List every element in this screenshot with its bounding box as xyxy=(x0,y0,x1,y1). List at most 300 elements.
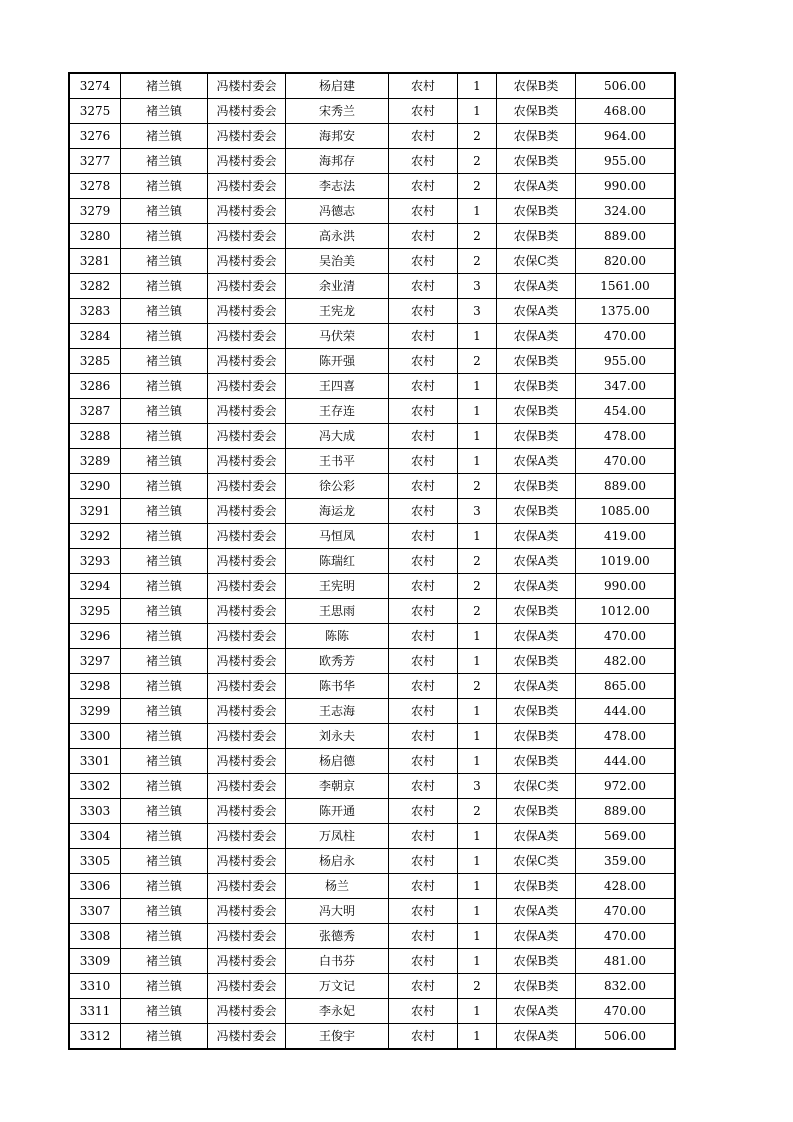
household-type-cell: 农村 xyxy=(389,824,458,849)
town-cell: 褚兰镇 xyxy=(121,774,208,799)
town-cell: 褚兰镇 xyxy=(121,199,208,224)
household-size-cell: 1 xyxy=(458,524,497,549)
town-cell: 褚兰镇 xyxy=(121,624,208,649)
household-size-cell: 1 xyxy=(458,824,497,849)
person-name-cell: 陈陈 xyxy=(286,624,389,649)
person-name-cell: 余业清 xyxy=(286,274,389,299)
table-row xyxy=(69,699,675,724)
insurance-category-cell: 农保B类 xyxy=(497,724,576,749)
amount-cell: 470.00 xyxy=(576,324,676,349)
household-type-cell: 农村 xyxy=(389,774,458,799)
row-number-cell: 3289 xyxy=(69,449,121,474)
insurance-category-cell: 农保B类 xyxy=(497,499,576,524)
amount-cell: 1012.00 xyxy=(576,599,676,624)
table-row xyxy=(69,949,675,974)
household-type-cell: 农村 xyxy=(389,949,458,974)
insurance-category-cell: 农保B类 xyxy=(497,599,576,624)
insurance-category-cell: 农保A类 xyxy=(497,524,576,549)
table-row xyxy=(69,324,675,349)
amount-cell: 964.00 xyxy=(576,124,676,149)
household-size-cell: 1 xyxy=(458,649,497,674)
household-type-cell: 农村 xyxy=(389,124,458,149)
household-type-cell: 农村 xyxy=(389,624,458,649)
town-cell: 褚兰镇 xyxy=(121,399,208,424)
amount-cell: 428.00 xyxy=(576,874,676,899)
household-size-cell: 3 xyxy=(458,299,497,324)
amount-cell: 820.00 xyxy=(576,249,676,274)
insurance-category-cell: 农保C类 xyxy=(497,249,576,274)
household-size-cell: 2 xyxy=(458,974,497,999)
household-size-cell: 2 xyxy=(458,474,497,499)
household-size-cell: 2 xyxy=(458,149,497,174)
table-row xyxy=(69,674,675,699)
amount-cell: 478.00 xyxy=(576,724,676,749)
person-name-cell: 杨兰 xyxy=(286,874,389,899)
person-name-cell: 王志海 xyxy=(286,699,389,724)
town-cell: 褚兰镇 xyxy=(121,649,208,674)
insurance-category-cell: 农保B类 xyxy=(497,699,576,724)
insurance-category-cell: 农保A类 xyxy=(497,574,576,599)
insurance-category-cell: 农保B类 xyxy=(497,149,576,174)
person-name-cell: 海运龙 xyxy=(286,499,389,524)
person-name-cell: 冯大成 xyxy=(286,424,389,449)
person-name-cell: 王四喜 xyxy=(286,374,389,399)
amount-cell: 347.00 xyxy=(576,374,676,399)
town-cell: 褚兰镇 xyxy=(121,374,208,399)
person-name-cell: 李志法 xyxy=(286,174,389,199)
row-number-cell: 3281 xyxy=(69,249,121,274)
insurance-category-cell: 农保B类 xyxy=(497,349,576,374)
household-size-cell: 1 xyxy=(458,449,497,474)
insurance-category-cell: 农保A类 xyxy=(497,824,576,849)
person-name-cell: 李永妃 xyxy=(286,999,389,1024)
row-number-cell: 3303 xyxy=(69,799,121,824)
village-committee-cell: 冯楼村委会 xyxy=(208,574,286,599)
amount-cell: 972.00 xyxy=(576,774,676,799)
town-cell: 褚兰镇 xyxy=(121,874,208,899)
village-committee-cell: 冯楼村委会 xyxy=(208,399,286,424)
table-body xyxy=(69,73,675,1049)
village-committee-cell: 冯楼村委会 xyxy=(208,949,286,974)
household-size-cell: 2 xyxy=(458,599,497,624)
village-committee-cell: 冯楼村委会 xyxy=(208,99,286,124)
household-size-cell: 2 xyxy=(458,549,497,574)
household-size-cell: 3 xyxy=(458,774,497,799)
household-size-cell: 1 xyxy=(458,699,497,724)
household-type-cell: 农村 xyxy=(389,224,458,249)
person-name-cell: 王俊宇 xyxy=(286,1024,389,1050)
town-cell: 褚兰镇 xyxy=(121,73,208,99)
insurance-category-cell: 农保B类 xyxy=(497,874,576,899)
village-committee-cell: 冯楼村委会 xyxy=(208,524,286,549)
household-size-cell: 1 xyxy=(458,724,497,749)
village-committee-cell: 冯楼村委会 xyxy=(208,224,286,249)
table-row xyxy=(69,299,675,324)
amount-cell: 1019.00 xyxy=(576,549,676,574)
household-type-cell: 农村 xyxy=(389,199,458,224)
household-type-cell: 农村 xyxy=(389,599,458,624)
amount-cell: 419.00 xyxy=(576,524,676,549)
village-committee-cell: 冯楼村委会 xyxy=(208,674,286,699)
village-committee-cell: 冯楼村委会 xyxy=(208,374,286,399)
person-name-cell: 海邦安 xyxy=(286,124,389,149)
table-row xyxy=(69,249,675,274)
town-cell: 褚兰镇 xyxy=(121,174,208,199)
person-name-cell: 王宪龙 xyxy=(286,299,389,324)
amount-cell: 990.00 xyxy=(576,574,676,599)
insurance-category-cell: 农保B类 xyxy=(497,474,576,499)
insurance-category-cell: 农保A类 xyxy=(497,899,576,924)
town-cell: 褚兰镇 xyxy=(121,324,208,349)
town-cell: 褚兰镇 xyxy=(121,474,208,499)
household-type-cell: 农村 xyxy=(389,399,458,424)
amount-cell: 444.00 xyxy=(576,699,676,724)
row-number-cell: 3309 xyxy=(69,949,121,974)
row-number-cell: 3284 xyxy=(69,324,121,349)
table-row xyxy=(69,849,675,874)
table-row xyxy=(69,999,675,1024)
amount-cell: 889.00 xyxy=(576,799,676,824)
village-committee-cell: 冯楼村委会 xyxy=(208,599,286,624)
amount-cell: 470.00 xyxy=(576,924,676,949)
table-row xyxy=(69,399,675,424)
household-type-cell: 农村 xyxy=(389,524,458,549)
amount-cell: 444.00 xyxy=(576,749,676,774)
town-cell: 褚兰镇 xyxy=(121,924,208,949)
amount-cell: 1561.00 xyxy=(576,274,676,299)
insurance-category-cell: 农保B类 xyxy=(497,649,576,674)
row-number-cell: 3305 xyxy=(69,849,121,874)
household-size-cell: 1 xyxy=(458,374,497,399)
table-row xyxy=(69,524,675,549)
household-type-cell: 农村 xyxy=(389,574,458,599)
row-number-cell: 3298 xyxy=(69,674,121,699)
village-committee-cell: 冯楼村委会 xyxy=(208,849,286,874)
town-cell: 褚兰镇 xyxy=(121,899,208,924)
village-committee-cell: 冯楼村委会 xyxy=(208,549,286,574)
insurance-category-cell: 农保A类 xyxy=(497,624,576,649)
insurance-category-cell: 农保B类 xyxy=(497,73,576,99)
row-number-cell: 3278 xyxy=(69,174,121,199)
insurance-category-cell: 农保A类 xyxy=(497,174,576,199)
village-committee-cell: 冯楼村委会 xyxy=(208,199,286,224)
person-name-cell: 杨启永 xyxy=(286,849,389,874)
table-row xyxy=(69,924,675,949)
household-size-cell: 1 xyxy=(458,1024,497,1050)
amount-cell: 359.00 xyxy=(576,849,676,874)
row-number-cell: 3295 xyxy=(69,599,121,624)
household-type-cell: 农村 xyxy=(389,649,458,674)
person-name-cell: 陈开强 xyxy=(286,349,389,374)
amount-cell: 470.00 xyxy=(576,624,676,649)
row-number-cell: 3287 xyxy=(69,399,121,424)
household-size-cell: 2 xyxy=(458,249,497,274)
household-type-cell: 农村 xyxy=(389,699,458,724)
amount-cell: 481.00 xyxy=(576,949,676,974)
person-name-cell: 万文记 xyxy=(286,974,389,999)
person-name-cell: 王思雨 xyxy=(286,599,389,624)
insurance-category-cell: 农保A类 xyxy=(497,924,576,949)
table-row xyxy=(69,99,675,124)
person-name-cell: 徐公彩 xyxy=(286,474,389,499)
person-name-cell: 马伏荣 xyxy=(286,324,389,349)
row-number-cell: 3301 xyxy=(69,749,121,774)
amount-cell: 1085.00 xyxy=(576,499,676,524)
person-name-cell: 李朝京 xyxy=(286,774,389,799)
town-cell: 褚兰镇 xyxy=(121,1024,208,1050)
household-type-cell: 农村 xyxy=(389,249,458,274)
town-cell: 褚兰镇 xyxy=(121,149,208,174)
village-committee-cell: 冯楼村委会 xyxy=(208,1024,286,1050)
person-name-cell: 杨启建 xyxy=(286,73,389,99)
allowance-table xyxy=(68,72,676,1050)
household-size-cell: 1 xyxy=(458,874,497,899)
person-name-cell: 万凤柱 xyxy=(286,824,389,849)
insurance-category-cell: 农保A类 xyxy=(497,1024,576,1050)
person-name-cell: 陈瑞红 xyxy=(286,549,389,574)
household-type-cell: 农村 xyxy=(389,1024,458,1050)
town-cell: 褚兰镇 xyxy=(121,499,208,524)
household-type-cell: 农村 xyxy=(389,899,458,924)
insurance-category-cell: 农保A类 xyxy=(497,274,576,299)
amount-cell: 569.00 xyxy=(576,824,676,849)
amount-cell: 506.00 xyxy=(576,73,676,99)
insurance-category-cell: 农保A类 xyxy=(497,549,576,574)
town-cell: 褚兰镇 xyxy=(121,424,208,449)
insurance-category-cell: 农保B类 xyxy=(497,749,576,774)
insurance-category-cell: 农保B类 xyxy=(497,224,576,249)
village-committee-cell: 冯楼村委会 xyxy=(208,474,286,499)
household-type-cell: 农村 xyxy=(389,449,458,474)
household-type-cell: 农村 xyxy=(389,73,458,99)
household-size-cell: 2 xyxy=(458,124,497,149)
person-name-cell: 王存连 xyxy=(286,399,389,424)
town-cell: 褚兰镇 xyxy=(121,724,208,749)
table-row xyxy=(69,73,675,99)
household-size-cell: 1 xyxy=(458,999,497,1024)
household-size-cell: 3 xyxy=(458,274,497,299)
row-number-cell: 3290 xyxy=(69,474,121,499)
person-name-cell: 欧秀芳 xyxy=(286,649,389,674)
amount-cell: 470.00 xyxy=(576,899,676,924)
household-type-cell: 农村 xyxy=(389,274,458,299)
town-cell: 褚兰镇 xyxy=(121,299,208,324)
household-type-cell: 农村 xyxy=(389,799,458,824)
town-cell: 褚兰镇 xyxy=(121,274,208,299)
household-size-cell: 1 xyxy=(458,899,497,924)
table-row xyxy=(69,199,675,224)
row-number-cell: 3310 xyxy=(69,974,121,999)
town-cell: 褚兰镇 xyxy=(121,949,208,974)
table-row xyxy=(69,974,675,999)
town-cell: 褚兰镇 xyxy=(121,824,208,849)
household-size-cell: 2 xyxy=(458,799,497,824)
town-cell: 褚兰镇 xyxy=(121,599,208,624)
person-name-cell: 王书平 xyxy=(286,449,389,474)
village-committee-cell: 冯楼村委会 xyxy=(208,274,286,299)
person-name-cell: 陈开通 xyxy=(286,799,389,824)
row-number-cell: 3282 xyxy=(69,274,121,299)
village-committee-cell: 冯楼村委会 xyxy=(208,649,286,674)
household-type-cell: 农村 xyxy=(389,749,458,774)
amount-cell: 470.00 xyxy=(576,449,676,474)
village-committee-cell: 冯楼村委会 xyxy=(208,299,286,324)
village-committee-cell: 冯楼村委会 xyxy=(208,999,286,1024)
village-committee-cell: 冯楼村委会 xyxy=(208,349,286,374)
amount-cell: 889.00 xyxy=(576,224,676,249)
household-type-cell: 农村 xyxy=(389,999,458,1024)
household-size-cell: 1 xyxy=(458,849,497,874)
table-row xyxy=(69,774,675,799)
amount-cell: 990.00 xyxy=(576,174,676,199)
village-committee-cell: 冯楼村委会 xyxy=(208,149,286,174)
town-cell: 褚兰镇 xyxy=(121,849,208,874)
row-number-cell: 3283 xyxy=(69,299,121,324)
person-name-cell: 冯德志 xyxy=(286,199,389,224)
insurance-category-cell: 农保B类 xyxy=(497,199,576,224)
row-number-cell: 3296 xyxy=(69,624,121,649)
insurance-category-cell: 农保B类 xyxy=(497,124,576,149)
person-name-cell: 宋秀兰 xyxy=(286,99,389,124)
table-row xyxy=(69,799,675,824)
amount-cell: 470.00 xyxy=(576,999,676,1024)
insurance-category-cell: 农保A类 xyxy=(497,674,576,699)
village-committee-cell: 冯楼村委会 xyxy=(208,899,286,924)
village-committee-cell: 冯楼村委会 xyxy=(208,174,286,199)
row-number-cell: 3276 xyxy=(69,124,121,149)
household-type-cell: 农村 xyxy=(389,299,458,324)
household-size-cell: 2 xyxy=(458,574,497,599)
town-cell: 褚兰镇 xyxy=(121,524,208,549)
table-row xyxy=(69,724,675,749)
table-row xyxy=(69,824,675,849)
village-committee-cell: 冯楼村委会 xyxy=(208,824,286,849)
table-row xyxy=(69,749,675,774)
row-number-cell: 3304 xyxy=(69,824,121,849)
amount-cell: 832.00 xyxy=(576,974,676,999)
amount-cell: 955.00 xyxy=(576,349,676,374)
household-type-cell: 农村 xyxy=(389,349,458,374)
household-type-cell: 农村 xyxy=(389,499,458,524)
table-row xyxy=(69,424,675,449)
household-type-cell: 农村 xyxy=(389,474,458,499)
town-cell: 褚兰镇 xyxy=(121,549,208,574)
household-size-cell: 2 xyxy=(458,174,497,199)
insurance-category-cell: 农保A类 xyxy=(497,324,576,349)
person-name-cell: 王宪明 xyxy=(286,574,389,599)
household-type-cell: 农村 xyxy=(389,849,458,874)
household-type-cell: 农村 xyxy=(389,974,458,999)
household-size-cell: 1 xyxy=(458,749,497,774)
person-name-cell: 张德秀 xyxy=(286,924,389,949)
person-name-cell: 高永洪 xyxy=(286,224,389,249)
household-size-cell: 2 xyxy=(458,224,497,249)
row-number-cell: 3306 xyxy=(69,874,121,899)
household-size-cell: 1 xyxy=(458,199,497,224)
table-row xyxy=(69,599,675,624)
household-size-cell: 1 xyxy=(458,949,497,974)
row-number-cell: 3288 xyxy=(69,424,121,449)
household-type-cell: 农村 xyxy=(389,174,458,199)
village-committee-cell: 冯楼村委会 xyxy=(208,699,286,724)
village-committee-cell: 冯楼村委会 xyxy=(208,124,286,149)
table-row xyxy=(69,574,675,599)
table-row xyxy=(69,624,675,649)
row-number-cell: 3307 xyxy=(69,899,121,924)
table-row xyxy=(69,349,675,374)
table-row xyxy=(69,174,675,199)
table-row xyxy=(69,449,675,474)
insurance-category-cell: 农保A类 xyxy=(497,299,576,324)
amount-cell: 506.00 xyxy=(576,1024,676,1050)
row-number-cell: 3308 xyxy=(69,924,121,949)
town-cell: 褚兰镇 xyxy=(121,749,208,774)
insurance-category-cell: 农保B类 xyxy=(497,99,576,124)
amount-cell: 454.00 xyxy=(576,399,676,424)
person-name-cell: 冯大明 xyxy=(286,899,389,924)
village-committee-cell: 冯楼村委会 xyxy=(208,799,286,824)
insurance-category-cell: 农保B类 xyxy=(497,949,576,974)
household-size-cell: 2 xyxy=(458,349,497,374)
village-committee-cell: 冯楼村委会 xyxy=(208,974,286,999)
town-cell: 褚兰镇 xyxy=(121,974,208,999)
village-committee-cell: 冯楼村委会 xyxy=(208,924,286,949)
household-type-cell: 农村 xyxy=(389,924,458,949)
household-size-cell: 3 xyxy=(458,499,497,524)
table-row xyxy=(69,374,675,399)
amount-cell: 482.00 xyxy=(576,649,676,674)
household-type-cell: 农村 xyxy=(389,424,458,449)
household-size-cell: 2 xyxy=(458,674,497,699)
town-cell: 褚兰镇 xyxy=(121,574,208,599)
row-number-cell: 3292 xyxy=(69,524,121,549)
town-cell: 褚兰镇 xyxy=(121,449,208,474)
household-type-cell: 农村 xyxy=(389,324,458,349)
household-size-cell: 1 xyxy=(458,624,497,649)
person-name-cell: 吴治美 xyxy=(286,249,389,274)
household-type-cell: 农村 xyxy=(389,99,458,124)
town-cell: 褚兰镇 xyxy=(121,999,208,1024)
table-row xyxy=(69,899,675,924)
person-name-cell: 刘永夫 xyxy=(286,724,389,749)
table-row xyxy=(69,274,675,299)
insurance-category-cell: 农保A类 xyxy=(497,449,576,474)
table-row xyxy=(69,549,675,574)
household-type-cell: 农村 xyxy=(389,674,458,699)
town-cell: 褚兰镇 xyxy=(121,699,208,724)
town-cell: 褚兰镇 xyxy=(121,799,208,824)
person-name-cell: 杨启德 xyxy=(286,749,389,774)
row-number-cell: 3279 xyxy=(69,199,121,224)
table-row xyxy=(69,224,675,249)
table-row xyxy=(69,499,675,524)
amount-cell: 865.00 xyxy=(576,674,676,699)
row-number-cell: 3293 xyxy=(69,549,121,574)
person-name-cell: 马恒凤 xyxy=(286,524,389,549)
person-name-cell: 白书芬 xyxy=(286,949,389,974)
row-number-cell: 3277 xyxy=(69,149,121,174)
village-committee-cell: 冯楼村委会 xyxy=(208,249,286,274)
town-cell: 褚兰镇 xyxy=(121,224,208,249)
row-number-cell: 3286 xyxy=(69,374,121,399)
amount-cell: 478.00 xyxy=(576,424,676,449)
town-cell: 褚兰镇 xyxy=(121,99,208,124)
row-number-cell: 3280 xyxy=(69,224,121,249)
person-name-cell: 陈书华 xyxy=(286,674,389,699)
amount-cell: 1375.00 xyxy=(576,299,676,324)
village-committee-cell: 冯楼村委会 xyxy=(208,324,286,349)
insurance-category-cell: 农保B类 xyxy=(497,374,576,399)
